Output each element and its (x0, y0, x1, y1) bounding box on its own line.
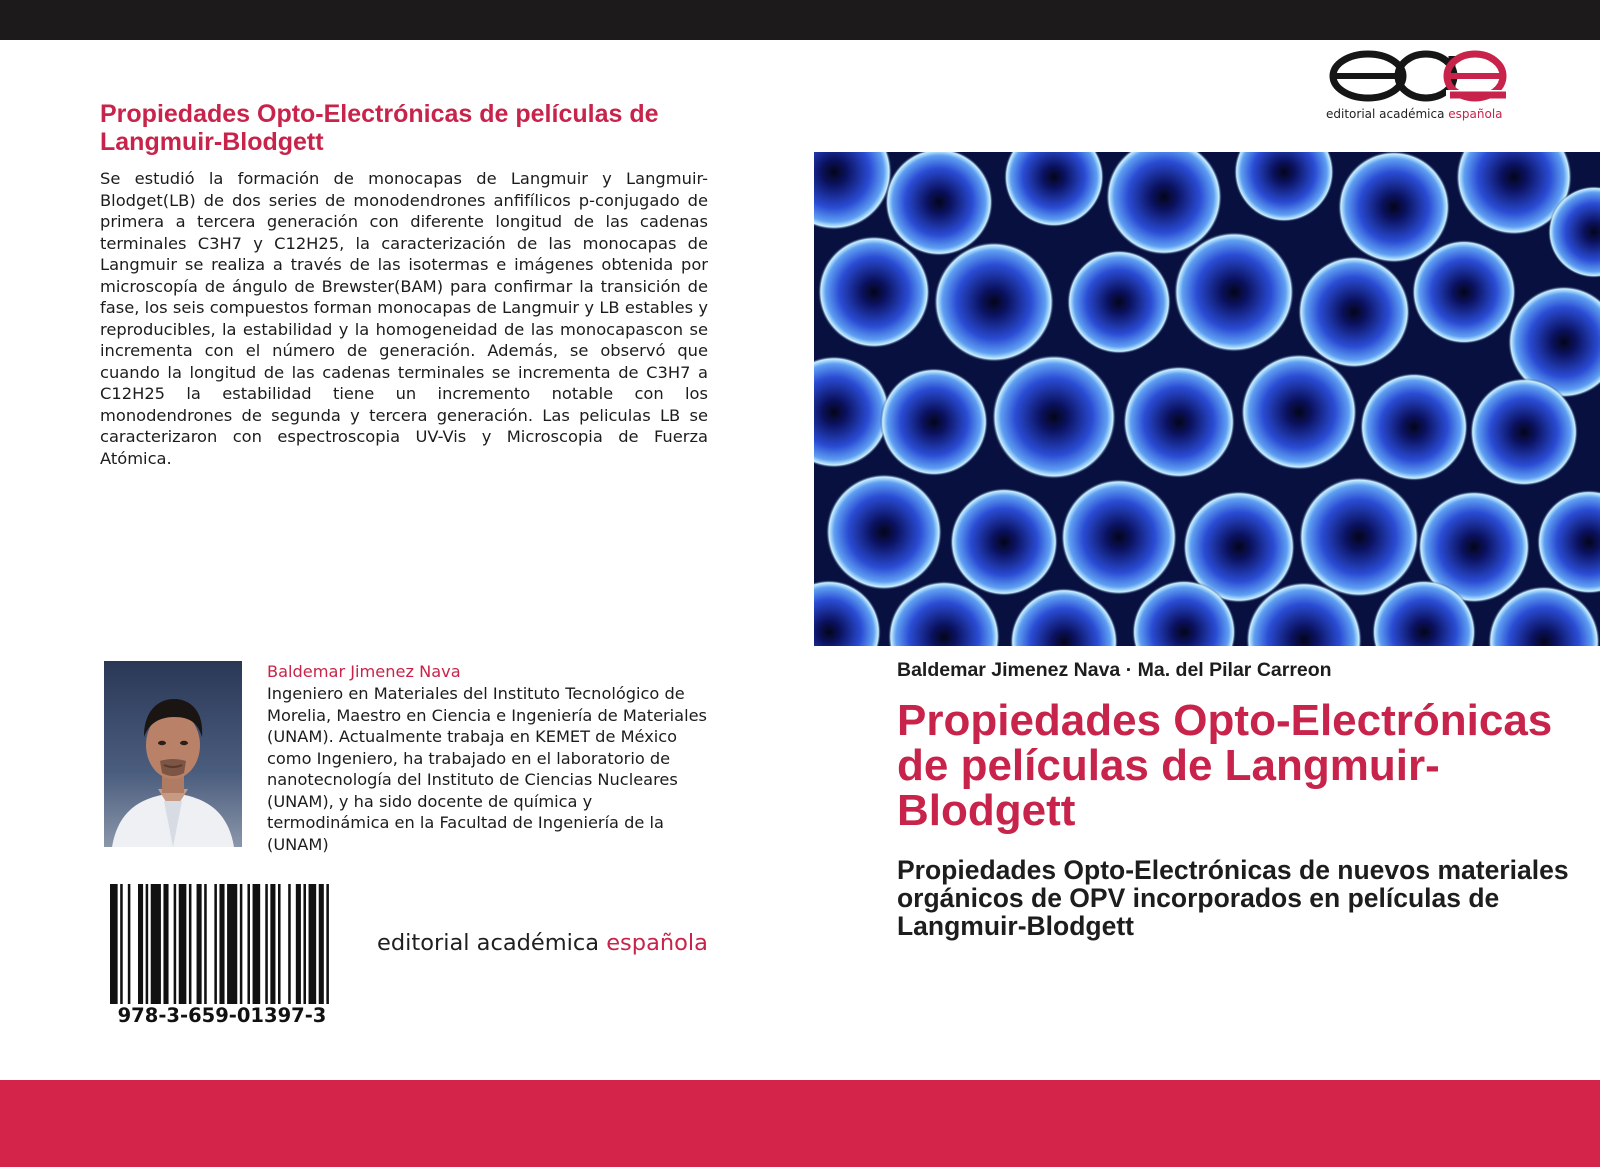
front-title: Propiedades Opto-Electrónicas de películas de Langmuir-Blodgett (897, 696, 1553, 835)
barcode-bar (319, 884, 324, 1004)
cell-shape (950, 488, 1058, 596)
barcode-bar (270, 884, 275, 1004)
barcode-bar (288, 884, 291, 1004)
cell-shape (1123, 366, 1235, 478)
barcode-bar (296, 884, 301, 1004)
logo-wordmark-main: editorial académica (1326, 107, 1445, 121)
barcode-bar (214, 884, 217, 1004)
cell-shape (1298, 256, 1410, 368)
cell-shape (1241, 354, 1357, 470)
bottom-band (0, 1080, 1600, 1167)
author-bio: Ingeniero en Materiales del Instituto Tecnológico de Morelia, Maestro en Ciencia e Ingeniería de Materiales (UNAM). Actualmente trabaja en KEMET de México como Ingeniero, ha trabajado en el laboratorio de nanotecnología del Instituto de Ciencias Nucleares (UNAM), y ha sido docente de química y termodinámica en la Facultad de Ingeniería de la (UNAM) (267, 684, 707, 854)
cell-shape (1174, 232, 1294, 352)
cell-shape (1067, 250, 1171, 354)
isbn-number: 978-3-659-01397-3 (117, 1004, 327, 1027)
cell-shape (992, 355, 1116, 479)
cell-shape (1299, 477, 1419, 597)
barcode-bar (110, 884, 118, 1004)
barcode-bar (326, 884, 329, 1004)
front-subtitle: Propiedades Opto-Electrónicas de nuevos materiales orgánicos de OPV incorporados en películas de Langmuir-Blodgett (897, 855, 1569, 941)
cell-shape (1470, 378, 1578, 486)
barcode-bar (138, 884, 143, 1004)
author-portrait-icon (104, 661, 242, 847)
barcode-bar (151, 884, 161, 1004)
author-name: Baldemar Jimenez Nava (267, 662, 461, 681)
author-photo (104, 661, 242, 847)
cell-shape (1412, 240, 1516, 344)
logo-wordmark-accent: española (1448, 107, 1503, 121)
back-cover-abstract: Se estudió la formación de monocapas de Langmuir y Langmuir-Blodget(LB) de dos series de monodendrones anfifílicos p-conjugado de primera a tercera generación con diferente longitud de las cadenas terminales C3H7 y C12H25, la caracterización de las monocapas de Langmuir se realiza a través de las isotermas e imágenes obtenida por microscopía de ángulo de Brewster(BAM) para confirmar la transición de fase, los seis compuestos forman monocapas de Langmuir y LB estables y reproducibles, la estabilidad y la homogeneidad de las monocapascon se incrementa con el número de generación. Además, se observó que cuando la longitud de las cadenas terminales se incrementa de C3H7 a C12H25 la estabilidad tiene un incremento notable con los monodendrones de segunda y tercera generación. Las peliculas LB se caracterizaron con espectroscopia UV-Vis y Microscopia de Fuerza Atómica. (100, 169, 708, 468)
barcode-bar (309, 884, 317, 1004)
cell-shape (826, 474, 942, 590)
front-authors: Baldemar Jimenez Nava · Ma. del Pilar Carreon (897, 659, 1332, 681)
cell-shape (880, 368, 988, 476)
barcode-bar (265, 884, 268, 1004)
barcode-bar (204, 884, 207, 1004)
barcode-bar (253, 884, 261, 1004)
barcode-bar (189, 884, 192, 1004)
publisher-name-accent: española (606, 930, 708, 956)
cell-shape (1338, 152, 1450, 263)
back-cover-title: Propiedades Opto-Electrónicas de películas de Langmuir-Blodgett (100, 100, 659, 156)
barcode-bar (179, 884, 187, 1004)
barcode-bar (163, 884, 168, 1004)
cell-shape (1360, 373, 1468, 481)
barcode-bar (240, 884, 243, 1004)
barcode-bar (120, 884, 123, 1004)
cell-shape (934, 242, 1054, 362)
barcode-bar (278, 884, 281, 1004)
blue-cell-micrograph-icon (814, 152, 1600, 646)
barcode-bar (247, 884, 250, 1004)
barcode-bar (146, 884, 149, 1004)
barcode-bar (219, 884, 224, 1004)
barcode-bar (227, 884, 237, 1004)
barcode-bar (303, 884, 306, 1004)
isbn-barcode-icon (110, 884, 334, 1004)
logo-wordmark (1326, 106, 1516, 122)
cell-shape (885, 152, 993, 256)
barcode-bar (197, 884, 202, 1004)
publisher-name: editorial académica (377, 930, 600, 956)
cover-image (814, 152, 1600, 646)
cell-shape (818, 236, 930, 348)
barcode-bar (174, 884, 177, 1004)
publisher-mark (377, 928, 708, 958)
barcode-bar (128, 884, 131, 1004)
cell-shape (1061, 479, 1177, 595)
top-band (0, 0, 1600, 40)
